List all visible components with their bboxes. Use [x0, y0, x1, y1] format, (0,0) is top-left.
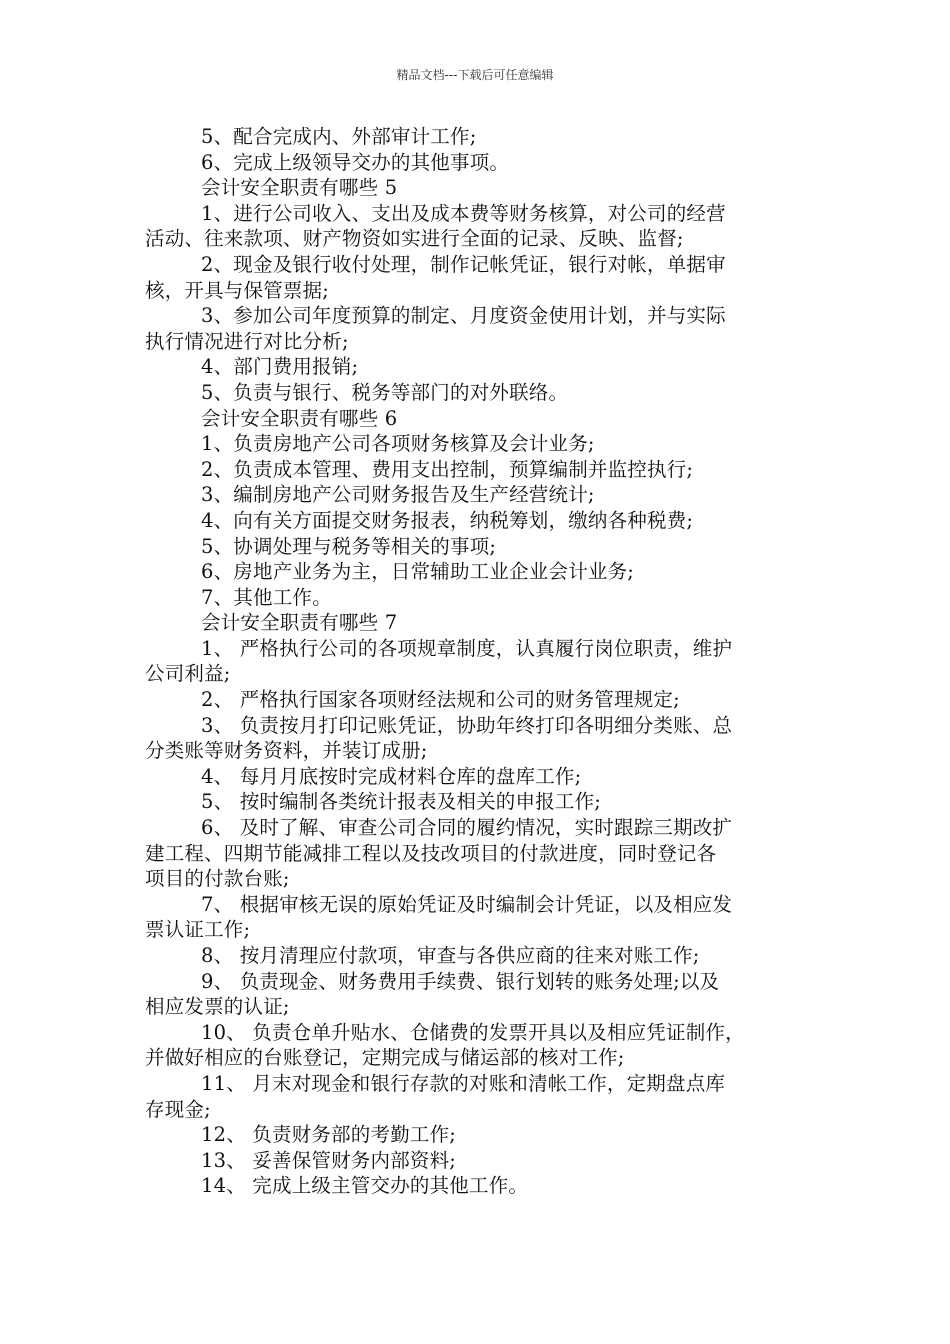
document-body [145, 124, 815, 1199]
text-line: 10、 负责仓单升贴水、仓储费的发票开具以及相应凭证制作， [201, 1020, 745, 1044]
text-line: 4、部门费用报销; [201, 355, 359, 379]
text-line: 4、 每月月底按时完成材料仓库的盘库工作; [201, 764, 582, 788]
text-line: 项目的付款台账; [145, 867, 290, 891]
text-line: 4、向有关方面提交财务报表，纳税筹划，缴纳各种税费; [201, 508, 694, 532]
text-line: 3、参加公司年度预算的制定、月度资金使用计划，并与实际 [201, 304, 726, 328]
text-line: 3、编制房地产公司财务报告及生产经营统计; [201, 483, 595, 507]
text-line: 相应发票的认证; [145, 995, 290, 1019]
text-line: 3、 负责按月打印记账凭证，协助年终打印各明细分类账、总 [201, 713, 733, 737]
text-line: 6、 及时了解、审查公司合同的履约情况，实时跟踪三期改扩 [201, 816, 733, 840]
text-line: 7、其他工作。 [201, 585, 332, 609]
text-line: 5、 按时编制各类统计报表及相关的申报工作; [201, 790, 602, 814]
text-line: 12、 负责财务部的考勤工作; [201, 1123, 457, 1147]
text-line: 1、进行公司收入、支出及成本费等财务核算，对公司的经营 [201, 201, 726, 225]
text-line: 9、 负责现金、财务费用手续费、银行划转的账务处理;以及 [201, 969, 720, 993]
text-line: 13、 妥善保管财务内部资料; [201, 1148, 457, 1172]
text-line: 票认证工作; [145, 918, 251, 942]
text-line: 6、完成上级领导交办的其他事项。 [201, 150, 510, 174]
text-line: 2、现金及银行收付处理，制作记帐凭证，银行对帐，单据审 [201, 252, 726, 276]
text-line: 并做好相应的台账登记，定期完成与储运部的核对工作; [145, 1046, 625, 1070]
text-line: 建工程、四期节能减排工程以及技改项目的付款进度，同时登记各 [145, 841, 717, 865]
text-line: 会计安全职责有哪些 6 [201, 406, 398, 430]
text-line: 5、配合完成内、外部审计工作; [201, 125, 477, 148]
text-line: 活动、往来款项、财产物资如实进行全面的记录、反映、监督; [145, 227, 684, 251]
text-line: 2、 严格执行国家各项财经法规和公司的财务管理规定; [201, 688, 680, 712]
text-line: 11、 月末对现金和银行存款的对账和清帐工作，定期盘点库 [201, 1071, 726, 1095]
text-line: 8、 按月清理应付款项，审查与各供应商的往来对账工作; [201, 944, 700, 967]
text-line: 5、协调处理与税务等相关的事项; [201, 534, 497, 558]
text-line: 分类账等财务资料，并装订成册; [145, 739, 428, 763]
page-header: 精品文档---下载后可任意编辑 [396, 68, 554, 82]
text-line: 会计安全职责有哪些 5 [201, 176, 398, 200]
text-line: 存现金; [145, 1097, 211, 1121]
text-line: 1、 严格执行公司的各项规章制度，认真履行岗位职责，维护 [201, 636, 733, 660]
text-line: 执行情况进行对比分析; [145, 329, 349, 353]
text-line: 14、 完成上级主管交办的其他工作。 [201, 1174, 529, 1198]
text-line: 1、负责房地产公司各项财务核算及会计业务; [201, 432, 595, 456]
text-line: 2、负责成本管理、费用支出控制，预算编制并监控执行; [201, 457, 694, 481]
text-line: 核，开具与保管票据; [145, 278, 330, 302]
text-line: 7、 根据审核无误的原始凭证及时编制会计凭证，以及相应发 [201, 892, 733, 916]
text-line: 6、房地产业务为主，日常辅助工业企业会计业务; [201, 560, 635, 584]
text-line: 公司利益; [145, 662, 231, 686]
text-line: 会计安全职责有哪些 7 [201, 611, 398, 635]
text-line: 5、负责与银行、税务等部门的对外联络。 [201, 380, 569, 404]
